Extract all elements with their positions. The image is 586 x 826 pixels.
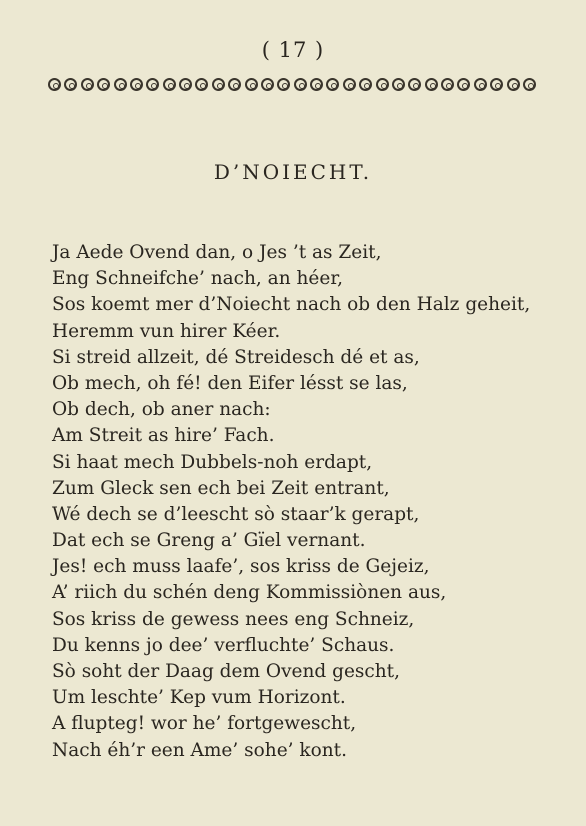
poem-line: Si haat mech Dubbels-noh erdapt, xyxy=(52,451,373,473)
poem-line: A flupteg! wor he’ fortgewescht, xyxy=(52,713,357,735)
poem-line: Dat ech se Greng a’ Gïel vernant. xyxy=(52,530,366,552)
poem-line: Nach éh’r een Ame’ sohe’ kont. xyxy=(52,739,347,761)
poem-line: Wé dech se d’leescht sò staar’k gerapt, xyxy=(52,503,420,525)
poem-line: Jes! ech muss laafe’, sos kriss de Gejeiz, xyxy=(52,556,430,578)
poem-line: Am Streit as hire’ Fach. xyxy=(52,425,275,447)
poem-line: Eng Schneifche’ nach, an héer, xyxy=(52,268,344,290)
poem-line: Si streid allzeit, dé Streidesch dé et as, xyxy=(52,346,420,368)
poem-body xyxy=(52,240,552,764)
poem-title: D’NOIECHT. xyxy=(213,160,373,184)
poem-line: Zum Gleck sen ech bei Zeit entrant, xyxy=(52,477,390,499)
poem-line: Ob dech, ob aner nach: xyxy=(52,399,271,421)
ornamental-border xyxy=(48,74,536,94)
poem-line: Heremm vun hirer Kéer. xyxy=(52,320,281,342)
poem-line: Um leschte’ Kep vum Horizont. xyxy=(52,687,346,709)
poem-line: Ob mech, oh fé! den Eifer lésst se las, xyxy=(52,372,408,394)
poem-line: Sos kriss de gewess nees eng Schneiz, xyxy=(52,608,415,630)
poem-line: A’ riich du schén deng Kommissiònen aus, xyxy=(52,582,447,604)
poem-line: Ja Aede Ovend dan, o Jes ’t as Zeit, xyxy=(52,242,382,263)
poem-line: Du kenns jo dee’ verfluchte’ Schaus. xyxy=(52,634,395,656)
poem-line: Sos koemt mer d’Noiecht nach ob den Halz geheit, xyxy=(52,294,531,316)
page-number: ( 17 ) xyxy=(261,38,325,62)
poem-line: Sò soht der Daag dem Ovend gescht, xyxy=(52,661,400,682)
